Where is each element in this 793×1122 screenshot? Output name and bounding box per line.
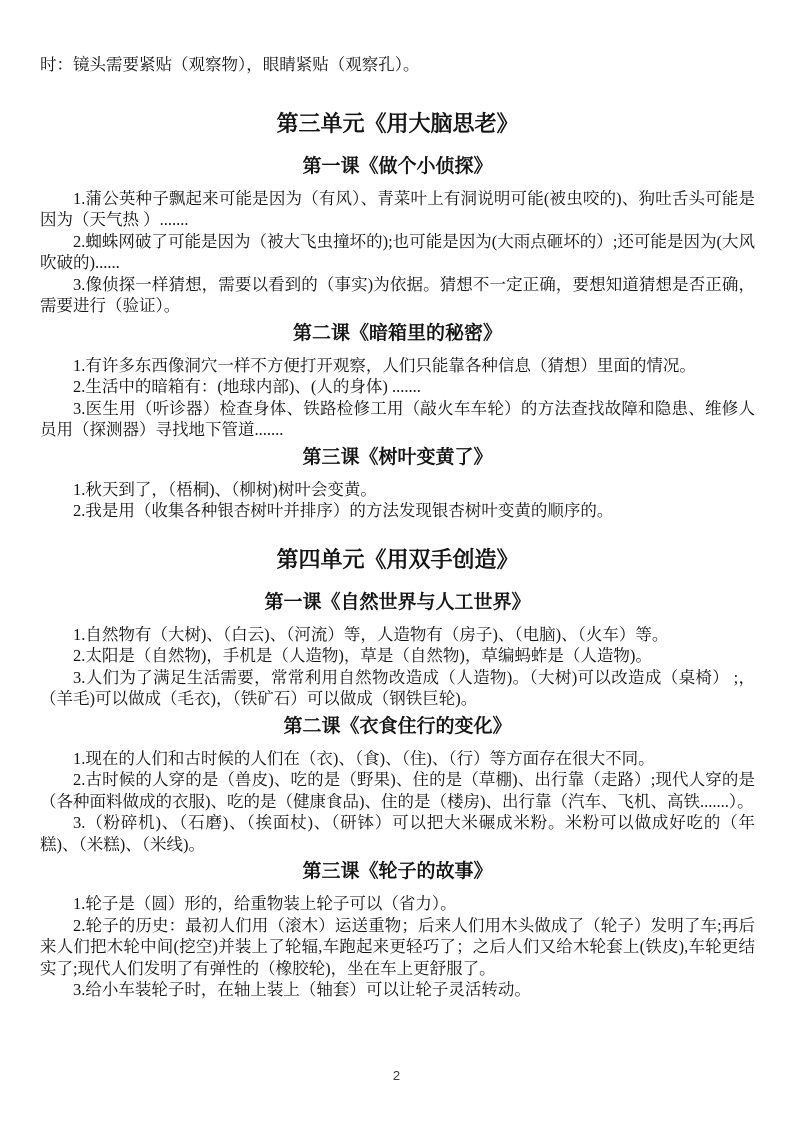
unit-3-lesson-2-paragraph-2: 2.生活中的暗箱有：(地球内部)、(人的身体) ....... — [73, 377, 421, 396]
unit-4-title: 第四单元《用双手创造》 — [276, 546, 519, 572]
unit-4-lesson-2-title: 第二课《衣食住行的变化》 — [283, 715, 512, 737]
unit-4-lesson-2-paragraph-1: 1.现在的人们和古时候的人们在（衣)、（食)、（住)、（行）等方面存在很大不同。 — [73, 748, 655, 768]
unit-4-lesson-3-title: 第三课《轮子的故事》 — [302, 861, 493, 882]
unit-3-lesson-1-paragraph-2: 2.蜘蛛网破了可能是因为（被大飞虫撞坏的);也可能是因为(大雨点砸坏的）;还可能是因为(大风吹破的)...... — [40, 231, 755, 272]
unit-3-lesson-2-title: 第二课《暗箱里的秘密》 — [292, 322, 502, 344]
unit-3-lesson-3-title: 第三课《树叶变黄了》 — [302, 446, 493, 468]
unit-4-lesson-1-paragraph-1: 1.自然物有（大树)、（白云)、（河流）等，人造物有（房子)、（电脑)、（火车）等。 — [73, 624, 669, 644]
unit-4-lesson-3-paragraph-1: 1.轮子是（圆）形的，给重物装上轮子可以（省力）。 — [73, 894, 457, 913]
unit-4-lesson-2-paragraph-3: 3.（粉碎机)、（石磨)、（挨面杖)、（研钵）可以把大米碾成米粉。米粉可以做成好吃的（年糕)、（米糕)、（米线)。 — [40, 813, 755, 854]
unit-4-lesson-1-paragraph-2: 2.太阳是（自然物)，手机是（人造物)，草是（自然物)，草编蚂蚱是（人造物)。 — [73, 646, 652, 665]
unit-3-title: 第三单元《用大脑思老》 — [276, 110, 519, 136]
unit-4-lesson-2-paragraph-2: 2.古时候的人穿的是（兽皮)、吃的是（野果)、住的是（草棚)、出行靠（走路）;现代人穿的是（各种面料做成的衣服)、吃的是（健康食品)、住的是（楼房)、出行靠（汽车、飞机、高铁.......）。 — [40, 770, 755, 811]
unit-3-lesson-1-paragraph-1: 1.蒲公英种子飘起来可能是因为（有风）、青菜叶上有洞说明可能(被虫咬的)、狗吐舌头可能是因为（天气热 ）....... — [40, 188, 755, 229]
unit-3-lesson-3-paragraph-2: 2.我是用（收集各种银杏树叶并排序）的方法发现银杏树叶变黄的顺序的。 — [73, 501, 614, 520]
unit-3-lesson-1-title: 第一课《做个小侦探》 — [302, 155, 493, 177]
unit-3-lesson-1-paragraph-3: 3.像侦探一样猜想，需要以看到的（事实)为依据。猜想不一定正确，要想知道猜想是否正确，需要进行（验证）。 — [40, 274, 755, 315]
unit-4-lesson-1-paragraph-3: 3.人们为了满足生活需要，常常利用自然物改造成（人造物)。（大树)可以改造成（桌椅） ;，（羊毛)可以做成（毛衣)，（铁矿石）可以做成（钢铁巨轮)。 — [40, 667, 755, 708]
unit-3-lesson-2-paragraph-1: 1.有许多东西像洞穴一样不方便打开观察，人们只能靠各种信息（猜想）里面的情况。 — [73, 355, 696, 375]
unit-4-lesson-3-paragraph-2: 2.轮子的历史：最初人们用（滚木）运送重物；后来人们用木头做成了（轮子）发明了车;再后来人们把木轮中间(挖空)并装上了轮辐,车跑起来更轻巧了；之后人们又给木轮套上(铁皮),车轮更结实了;现代人们发明了有弹性的（橡胶轮)，坐在车上更舒服了。 — [40, 915, 755, 978]
paragraph-continuation: 时：镜头需要紧贴（观察物），眼睛紧贴（观察孔）。 — [40, 55, 420, 74]
unit-4-lesson-3-paragraph-3: 3.给小车装轮子时，在轴上装上（轴套）可以让轮子灵活转动。 — [73, 980, 531, 999]
unit-3-lesson-3-paragraph-1: 1.秋天到了，（梧桐)、（柳树)树叶会变黄。 — [73, 479, 377, 499]
unit-4-lesson-1-title: 第一课《自然世界与人工世界》 — [264, 591, 531, 613]
page-number: 2 — [392, 1068, 401, 1083]
unit-3-lesson-2-paragraph-3: 3.医生用（听诊器）检查身体、铁路检修工用（敲火车车轮）的方法查找故障和隐患、维修人员用（探测器）寻找地下管道....... — [40, 398, 755, 439]
